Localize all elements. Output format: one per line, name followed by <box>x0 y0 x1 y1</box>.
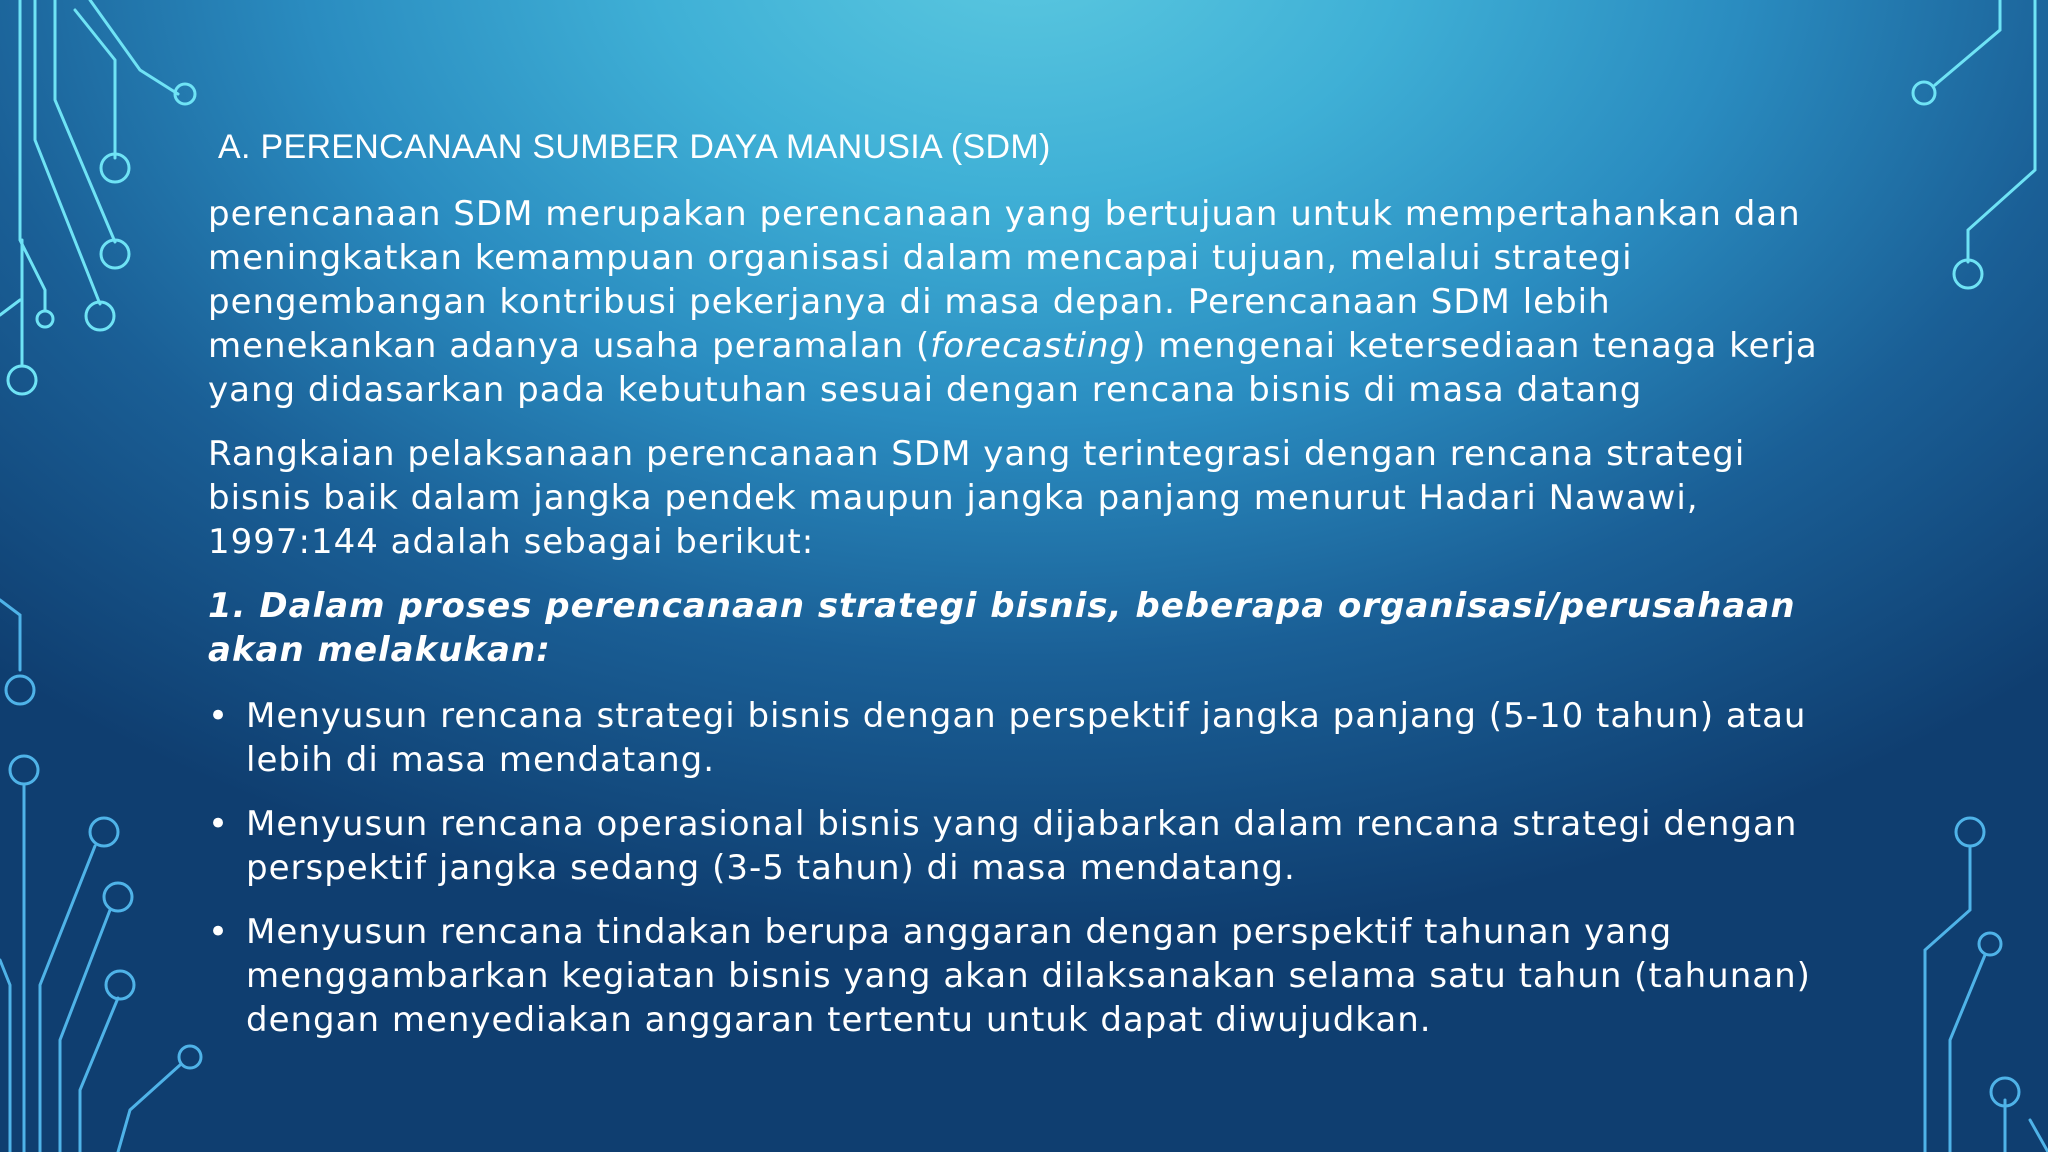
bullet-icon: • <box>208 696 230 736</box>
list-item <box>208 694 1848 782</box>
forecasting-term: forecasting <box>930 326 1133 366</box>
list-item <box>208 910 1848 1042</box>
list-item-text: Menyusun rencana operasional bisnis yang dijabarkan dalam rencana strategi dengan perspektif jangka sedang (3-5 tahun) di masa mendatang. <box>246 804 1798 888</box>
paragraph-definition-part1: perencanaan SDM merupakan perencanaan yang bertujuan untuk mempertahankan dan meningkatkan kemampuan organisasi dalam mencapai tujuan, melalui strategi pengembangan kontribusi pekerjanya di masa depan. Perencanaan SDM lebih menekankan adanya usaha peramalan ( <box>208 194 1801 366</box>
bullet-list <box>208 694 1848 1042</box>
slide-title <box>218 128 1051 167</box>
bullet-icon: • <box>208 804 230 844</box>
title-prefix: A. <box>218 128 261 166</box>
paragraph-definition-part2: ) mengenai ketersediaan tenaga kerja yang didasarkan pada kebutuhan sesuai dengan rencana bisnis di masa datang <box>208 326 1818 410</box>
numbered-lead: 1. Dalam proses perencanaan strategi bisnis, beberapa organisasi/perusahaan akan melakukan: <box>208 586 1796 670</box>
title-text: PERENCANAAN SUMBER DAYA MANUSIA (SDM) <box>260 128 1051 166</box>
paragraph-rangkaian: Rangkaian pelaksanaan perencanaan SDM yang terintegrasi dengan rencana strategi bisnis baik dalam jangka pendek maupun jangka panjang menurut Hadari Nawawi, 1997:144 adalah sebagai berikut: <box>208 434 1746 562</box>
list-item <box>208 802 1848 890</box>
paragraph-definition <box>208 192 1848 412</box>
bullet-icon: • <box>208 912 230 952</box>
list-item-text: Menyusun rencana tindakan berupa anggaran dengan perspektif tahunan yang menggambarkan kegiatan bisnis yang akan dilaksanakan selama satu tahun (tahunan) dengan menyediakan anggaran tertentu untuk dapat diwujudkan. <box>246 912 1811 1040</box>
list-item-text: Menyusun rencana strategi bisnis dengan perspektif jangka panjang (5-10 tahun) atau lebih di masa mendatang. <box>246 696 1807 780</box>
slide-body <box>208 192 1848 1062</box>
